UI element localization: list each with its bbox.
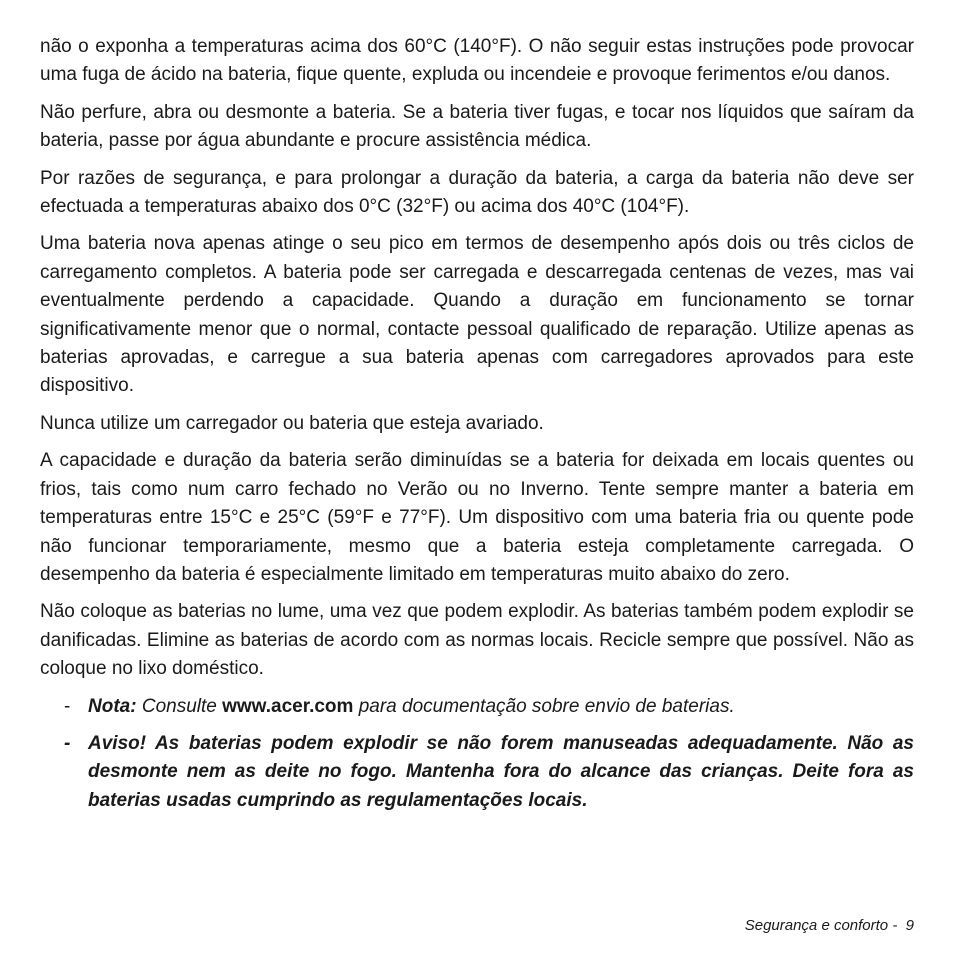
warning-text: Aviso! As baterias podem explodir se não forem manuseadas adequadamente. Não as desmonte nem as deite no fogo. Mantenha fora do alcance das crianças. Deite fora as baterias usadas cumprindo as regulamentações locais. [88,732,914,811]
paragraph-capacity: A capacidade e duração da bateria serão diminuídas se a bateria for deixada em locais quentes ou frios, tais como num carro fechado no Verão ou no Inverno. Tente sempre manter a bateria em temperaturas entre 15°C e 25°C (59°F e 77°F). Um dispositivo com uma bateria fria ou quente pode não funcionar temporariamente, mesmo que a bateria esteja completamente carregada. O desempenho da bateria é especialmente limitado em temperaturas muito abaixo do zero. [40,450,914,585]
paragraph-damaged-charger: Nunca utilize um carregador ou bateria que esteja avariado. [40,412,544,434]
note-list [40,693,914,816]
note-text-after: para documentação sobre envio de baterias. [353,695,735,717]
note-text-before: Consulte [136,695,223,717]
document-page [40,33,914,824]
warning-dash: - [64,732,71,754]
paragraph-disposal: Não coloque as baterias no lume, uma vez que podem explodir. As baterias também podem explodir se danificadas. Elimine as baterias de acordo com as normas locais. Recicle sempre que possível. Não as coloque no lixo doméstico. [40,601,914,680]
note-item [40,693,914,721]
paragraph-charging-temperature: Por razões de segurança, e para prolongar a duração da bateria, a carga da bateria não deve ser efectuada a temperaturas abaixo dos 0°C (32°F) ou acima dos 40°C (104°F). [40,167,914,218]
page-footer: Segurança e conforto - 9 [744,917,914,934]
paragraph-battery-puncture: Não perfure, abra ou desmonte a bateria. Se a bateria tiver fugas, e tocar nos líquidos que saíram da bateria, passe por água abundante e procure assistência médica. [40,101,914,152]
note-link[interactable]: www.acer.com [222,695,354,717]
note-label: Nota: [88,695,137,717]
note-dash: - [64,695,71,717]
paragraph-new-battery: Uma bateria nova apenas atinge o seu pico em termos de desempenho após dois ou três ciclos de carregamento completos. A bateria pode ser carregada e descarregada centenas de vezes, mas vai eventualmente perdendo a capacidade. Quando a duração em funcionamento se tornar significativamente menor que o normal, contacte pessoal qualificado de reparação. Utilize apenas as baterias aprovadas, e carregue a sua bateria apenas com carregadores aprovados para este dispositivo. [40,233,914,397]
warning-item [40,730,914,815]
paragraph-battery-temperature: não o exponha a temperaturas acima dos 60°C (140°F). O não seguir estas instruções pode provocar uma fuga de ácido na bateria, fique quente, expluda ou incendeie e provoque ferimentos e/ou danos. [40,36,914,86]
